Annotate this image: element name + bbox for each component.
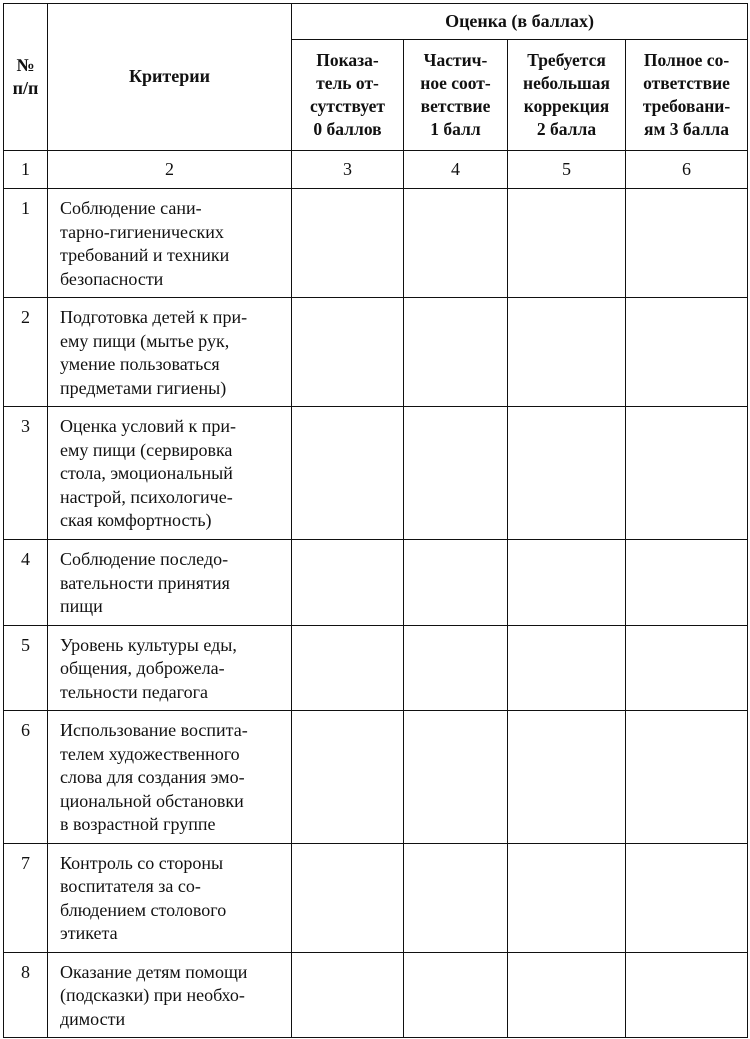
score-cell[interactable]: [508, 843, 626, 952]
score-cell[interactable]: [626, 711, 748, 844]
table-row: [4, 625, 748, 711]
score-cell[interactable]: [508, 407, 626, 540]
header-score-1: Частич- ное соот- ветствие 1 балл: [404, 40, 508, 151]
score-cell[interactable]: [626, 843, 748, 952]
row-number: 4: [4, 540, 48, 626]
score-cell[interactable]: [404, 711, 508, 844]
header-num-abbrev: п/п: [12, 78, 39, 98]
score-cell[interactable]: [404, 298, 508, 407]
table-row: [4, 540, 748, 626]
row-number: 8: [4, 952, 48, 1038]
table-row: [4, 407, 748, 540]
header-score-group: Оценка (в баллах): [292, 4, 748, 40]
row-number: 6: [4, 711, 48, 844]
score-cell[interactable]: [626, 298, 748, 407]
table-row: [4, 711, 748, 844]
score-cell[interactable]: [626, 407, 748, 540]
criterion-text: Использование воспита- телем художественного слова для создания эмо- циональной обстановки в возрастной группе: [48, 711, 292, 844]
score-cell[interactable]: [404, 625, 508, 711]
criterion-text: Соблюдение сани- тарно-гигиенических требований и техники безопасности: [48, 189, 292, 298]
score-cell[interactable]: [508, 540, 626, 626]
column-number: 3: [292, 151, 404, 189]
score-cell[interactable]: [292, 625, 404, 711]
row-number: 3: [4, 407, 48, 540]
score-cell[interactable]: [292, 189, 404, 298]
score-cell[interactable]: [292, 711, 404, 844]
column-number-row: [4, 151, 748, 189]
header-score-2: Требуется небольшая коррекция 2 балла: [508, 40, 626, 151]
score-cell[interactable]: [292, 952, 404, 1038]
row-number: 7: [4, 843, 48, 952]
column-number: 2: [48, 151, 292, 189]
score-cell[interactable]: [404, 952, 508, 1038]
criterion-text: Соблюдение последо- вательности принятия пищи: [48, 540, 292, 626]
header-num-cell: [4, 4, 48, 151]
score-cell[interactable]: [508, 711, 626, 844]
score-cell[interactable]: [404, 189, 508, 298]
table-row: [4, 952, 748, 1038]
column-number: 5: [508, 151, 626, 189]
score-cell[interactable]: [292, 843, 404, 952]
score-cell[interactable]: [404, 843, 508, 952]
row-number: 2: [4, 298, 48, 407]
score-cell[interactable]: [626, 540, 748, 626]
table-row: [4, 298, 748, 407]
score-cell[interactable]: [626, 625, 748, 711]
score-cell[interactable]: [626, 952, 748, 1038]
score-cell[interactable]: [508, 298, 626, 407]
header-criteria: Критерии: [48, 4, 292, 151]
header-score-0: Показа- тель от- сутствует 0 баллов: [292, 40, 404, 151]
score-cell[interactable]: [508, 952, 626, 1038]
row-number: 5: [4, 625, 48, 711]
row-number: 1: [4, 189, 48, 298]
evaluation-table: [3, 3, 748, 1038]
score-cell[interactable]: [508, 625, 626, 711]
column-number: 4: [404, 151, 508, 189]
criterion-text: Оценка условий к при- ему пищи (сервировка стола, эмоциональный настрой, психологиче- ская комфортность): [48, 407, 292, 540]
column-number: 6: [626, 151, 748, 189]
column-number: 1: [4, 151, 48, 189]
criterion-text: Подготовка детей к при- ему пищи (мытье рук, умение пользоваться предметами гигиены): [48, 298, 292, 407]
table-row: [4, 189, 748, 298]
criterion-text: Уровень культуры еды, общения, доброжела- тельности педагога: [48, 625, 292, 711]
header-num-symbol: №: [16, 54, 35, 75]
score-cell[interactable]: [626, 189, 748, 298]
table-row: [4, 843, 748, 952]
score-cell[interactable]: [292, 540, 404, 626]
header-score-3: Полное со- ответствие требовани- ям 3 балла: [626, 40, 748, 151]
criterion-text: Контроль со стороны воспитателя за со- блюдением столового этикета: [48, 843, 292, 952]
score-cell[interactable]: [508, 189, 626, 298]
score-cell[interactable]: [292, 298, 404, 407]
criterion-text: Оказание детям помощи (подсказки) при необхо- димости: [48, 952, 292, 1038]
score-cell[interactable]: [404, 540, 508, 626]
score-cell[interactable]: [292, 407, 404, 540]
score-cell[interactable]: [404, 407, 508, 540]
